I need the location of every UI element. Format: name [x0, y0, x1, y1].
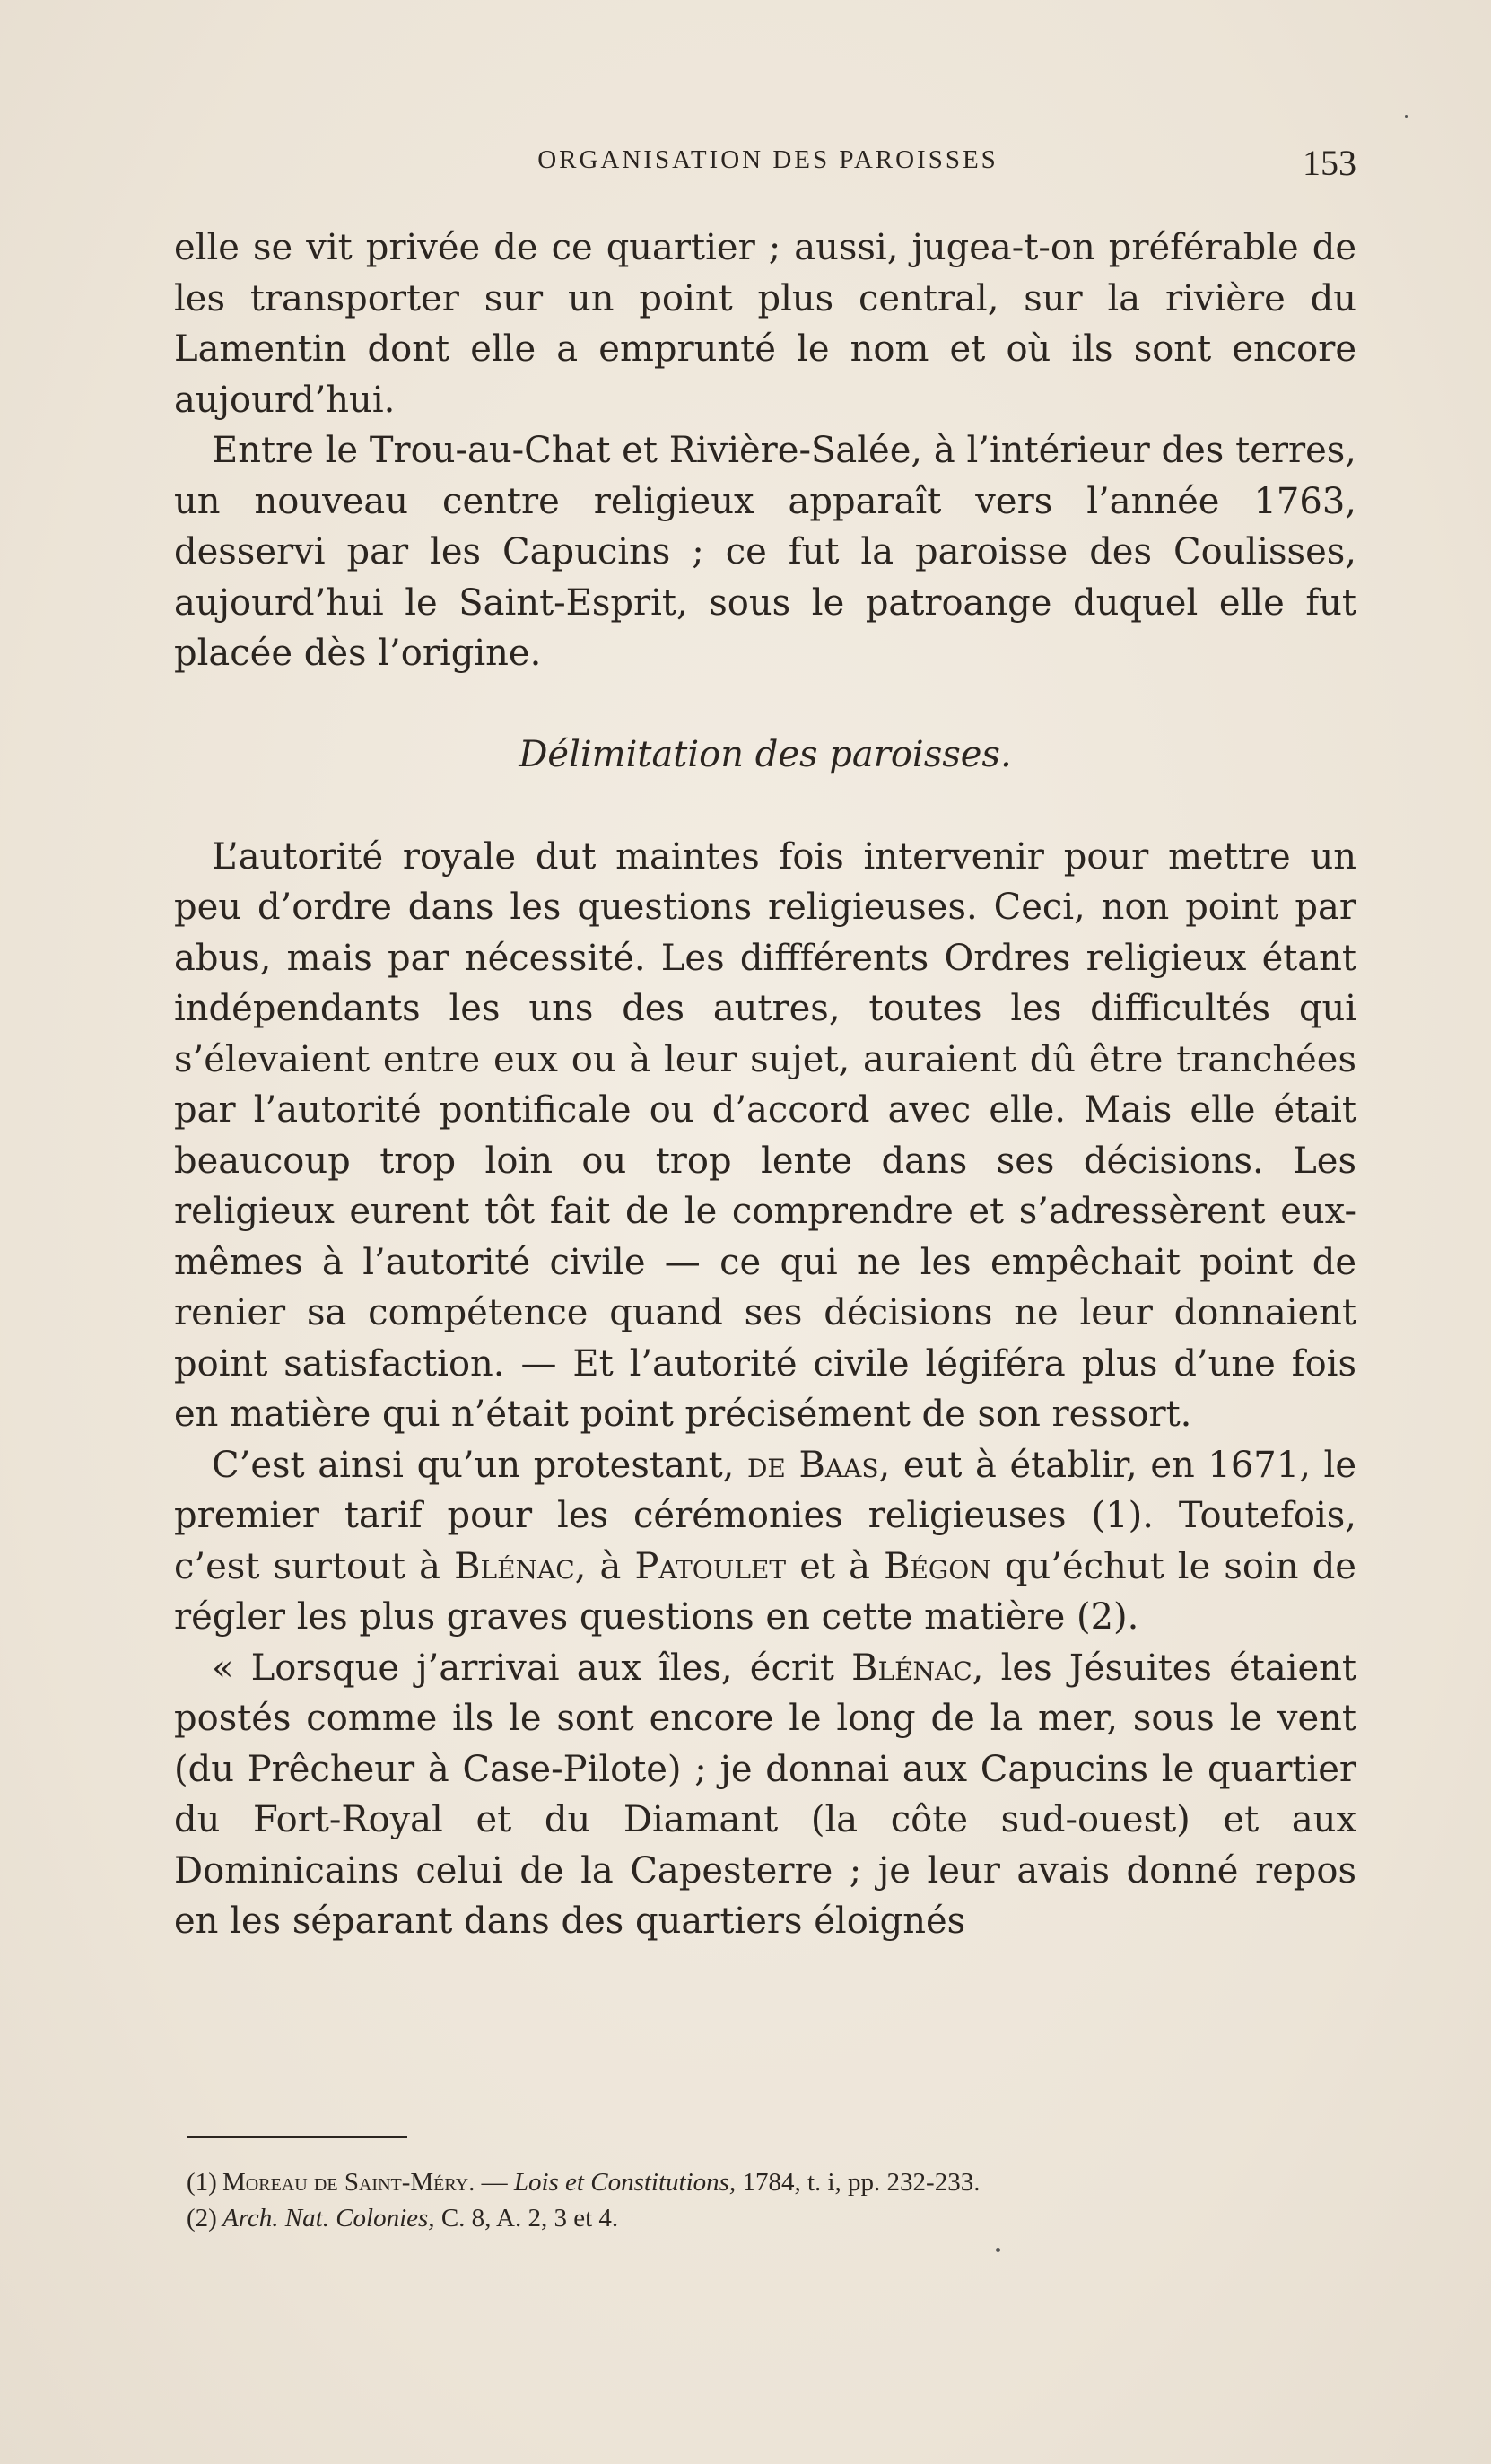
footnote-text: C. 8, A. 2, 3 et 4. [434, 2204, 619, 2232]
paragraph-1: elle se vit privée de ce quartier ; aussi, jugea-t-on préférable de les transporter sur un point plus central, sur la rivière du Lamentin dont elle a emprunté le nom et où ils sont encore aujourd’hui. [174, 227, 1356, 421]
paper-speck [996, 2248, 1000, 2252]
section-title: Délimitation des paroisses. [519, 733, 1012, 775]
footnote-title: Lois et Constitutions, [513, 2168, 737, 2197]
page-number: 153 [1303, 143, 1356, 183]
text-run: , eut à établir, en 1671, le premier tarif pour les cérémonies religieuses (1). Toutefois, c’est surtout à [174, 1444, 1356, 1587]
paragraph-2: Entre le Trou-au-Chat et Rivière-Salée, à l’intérieur des terres, un nouveau centre religieux apparaît vers l’année 1763, desservi par les Capucins ; ce fut la paroisse des Coulisses, aujourd’hui le Saint-Esprit, sous le patroange duquel elle fut placée dès l’origine. [174, 430, 1356, 674]
footnotes [187, 2164, 1353, 2236]
footnote-text: 1784, t. i, pp. 232-233. [736, 2168, 981, 2197]
footnote-2 [187, 2200, 1353, 2236]
person-name: Patoulet [634, 1545, 787, 1587]
footnote-number: (1) [187, 2168, 217, 2197]
text-run: « Lorsque j’arrivai aux îles, écrit [212, 1647, 852, 1689]
person-name: Blénac [454, 1545, 575, 1587]
paragraph-3: L’autorité royale dut maintes fois intervenir pour mettre un peu d’ordre dans les questions religieuses. Ceci, non point par abus, mais par nécessité. Les diffférents Ordres religieux étant indépendants les uns des autres, toutes les difficultés qui s’élevaient entre eux ou à leur sujet, auraient dû être tranchées par l’autorité pontificale ou d’accord avec elle. Mais elle était beaucoup trop loin ou trop lente dans ses décisions. Les religieux eurent tôt fait de le comprendre et s’adressèrent eux-mêmes à l’autorité civile — ce qui ne les empêchait point de renier sa compétence quand ses décisions ne leur donnaient point satisfaction. — Et l’autorité civile légiféra plus d’une fois en matière qui n’était point précisément de son ressort. [174, 835, 1356, 1435]
paragraph-4 [174, 1440, 1356, 1643]
footnote-separator: — [475, 2168, 514, 2197]
person-name: de Baas [746, 1444, 879, 1486]
person-name: Blénac [851, 1647, 972, 1689]
paragraph-5 [174, 1643, 1356, 1947]
text-run: et à [786, 1545, 885, 1587]
text-run: , les Jésuites étaient postés comme ils le sont encore le long de la mer, sous le vent (du Prêcheur à Case-Pilote) ; je donnai aux Capucins le quartier du Fort-Royal et du Diamant (la côte sud-ouest) et aux Dominicains celui de la Capesterre ; je leur avais donné repos en les séparant dans des quartiers éloignés [174, 1647, 1356, 1942]
footnote-number: (2) [187, 2204, 217, 2232]
person-name: Bégon [884, 1545, 991, 1587]
running-title: ORGANISATION DES PAROISSES [537, 145, 998, 174]
footnote-1 [187, 2164, 1353, 2200]
text-run: C’est ainsi qu’un protestant, [212, 1444, 747, 1486]
page-body [174, 223, 1356, 1947]
footnote-divider [187, 2136, 407, 2138]
footnote-author: Moreau de Saint-Méry. [222, 2168, 475, 2197]
paper-speck [1405, 115, 1408, 118]
text-run: , à [574, 1545, 635, 1587]
text-run: qu’échut le soin de régler les plus graves questions en cette matière (2). [174, 1545, 1356, 1638]
page-header [179, 144, 1356, 183]
footnote-source: Arch. Nat. Colonies, [222, 2204, 435, 2232]
